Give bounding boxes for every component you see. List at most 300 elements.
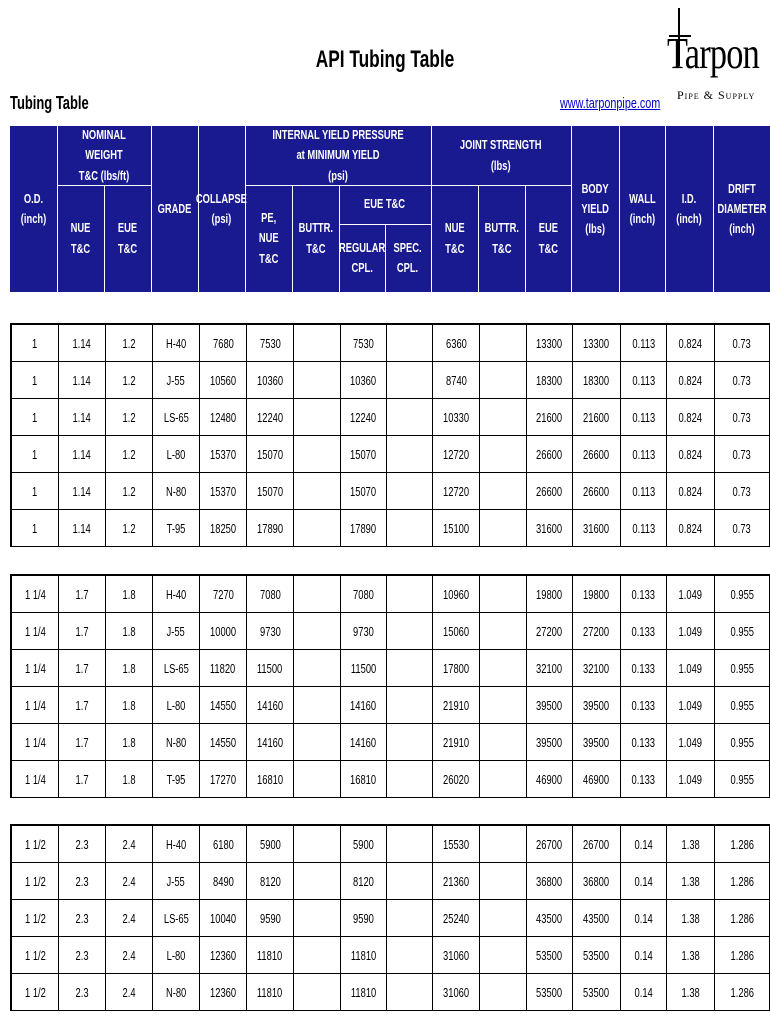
table-cell: 14550 — [200, 724, 247, 760]
table-cell: 26700 — [573, 826, 621, 862]
table-cell: 10960 — [433, 576, 480, 612]
table-cell: 7680 — [200, 325, 247, 361]
table-cell — [387, 974, 433, 1010]
table-cell: 13300 — [527, 325, 573, 361]
table-cell: 1.7 — [59, 687, 106, 723]
col-buttr-tc: BUTTR. T&C — [298, 220, 333, 256]
table-cell: LS-65 — [153, 900, 200, 936]
table-cell: J-55 — [153, 362, 200, 398]
table-cell: 19800 — [527, 576, 573, 612]
table-cell: 0.824 — [667, 325, 715, 361]
table-cell — [294, 436, 341, 472]
table-header — [10, 126, 770, 292]
col-eue-tc: EUE T&C — [117, 220, 138, 256]
table-cell: 0.824 — [667, 473, 715, 509]
table-cell: N-80 — [153, 473, 200, 509]
table-cell: 8490 — [200, 863, 247, 899]
table-cell — [387, 576, 433, 612]
table-cell: 1 1/2 — [12, 937, 59, 973]
table-cell: 1 — [12, 510, 59, 546]
table-cell: 9590 — [341, 900, 387, 936]
table-cell: 2.3 — [59, 937, 106, 973]
table-cell: 17890 — [341, 510, 387, 546]
table-cell: 16810 — [247, 761, 294, 797]
col-js-eue-tc: EUE T&C — [538, 220, 558, 256]
table-cell: 0.133 — [621, 576, 667, 612]
table-cell: 0.113 — [621, 362, 667, 398]
table-cell — [294, 613, 341, 649]
table-cell: 1.7 — [59, 650, 106, 686]
table-cell: 0.955 — [715, 724, 770, 760]
table-cell: 2.4 — [106, 863, 153, 899]
table-cell: 9730 — [247, 613, 294, 649]
table-cell — [294, 687, 341, 723]
table-cell: 27200 — [527, 613, 573, 649]
table-cell: 1.14 — [59, 436, 106, 472]
table-cell: 9590 — [247, 900, 294, 936]
col-id: I.D. (inch) — [676, 190, 702, 226]
table-cell: 14550 — [200, 687, 247, 723]
table-cell — [480, 900, 527, 936]
table-cell: L-80 — [153, 687, 200, 723]
table-row — [12, 325, 770, 362]
table-row — [12, 510, 770, 547]
table-row — [12, 761, 770, 798]
table-cell: 1 1/2 — [12, 900, 59, 936]
table-cell: 31060 — [433, 937, 480, 973]
table-cell — [480, 399, 527, 435]
table-cell — [387, 613, 433, 649]
table-cell: 2.3 — [59, 826, 106, 862]
col-wall: WALL (inch) — [628, 190, 656, 226]
table-cell: 1 1/4 — [12, 761, 59, 797]
table-cell: 32100 — [573, 650, 621, 686]
table-cell: 15070 — [247, 436, 294, 472]
table-cell — [294, 937, 341, 973]
table-cell: 1.286 — [715, 937, 770, 973]
table-cell: 12240 — [247, 399, 294, 435]
table-cell: 12360 — [200, 974, 247, 1010]
table-cell: 1.286 — [715, 974, 770, 1010]
table-cell: 15100 — [433, 510, 480, 546]
table-cell: 11500 — [341, 650, 387, 686]
table-cell: 0.133 — [621, 613, 667, 649]
table-cell: 53500 — [573, 974, 621, 1010]
table-cell: 7270 — [200, 576, 247, 612]
table-cell: 26020 — [433, 761, 480, 797]
table-cell: 18250 — [200, 510, 247, 546]
table-cell: 0.14 — [621, 826, 667, 862]
row-group — [10, 323, 770, 547]
table-cell: 1 — [12, 325, 59, 361]
table-row — [12, 687, 770, 724]
col-nue-tc: NUE T&C — [70, 220, 91, 256]
table-cell: 14160 — [247, 687, 294, 723]
table-cell — [387, 399, 433, 435]
table-cell: 1.2 — [106, 473, 153, 509]
table-cell: 1.7 — [59, 576, 106, 612]
table-cell — [294, 650, 341, 686]
table-cell — [387, 436, 433, 472]
col-pe-nue-tc: PE, NUE T&C — [258, 210, 279, 266]
table-cell: LS-65 — [153, 650, 200, 686]
table-cell: 0.824 — [667, 436, 715, 472]
table-cell — [294, 510, 341, 546]
table-cell: 27200 — [573, 613, 621, 649]
table-cell — [294, 826, 341, 862]
table-cell: 31060 — [433, 974, 480, 1010]
table-row — [12, 576, 770, 613]
table-cell: 9730 — [341, 613, 387, 649]
table-row — [12, 937, 770, 974]
table-cell — [387, 900, 433, 936]
table-cell: L-80 — [153, 436, 200, 472]
table-cell: 7080 — [247, 576, 294, 612]
table-cell: 2.4 — [106, 826, 153, 862]
table-cell: 53500 — [527, 937, 573, 973]
table-cell: 1.38 — [667, 937, 715, 973]
table-cell: 10560 — [200, 362, 247, 398]
col-spec-cpl: SPEC. CPL. — [393, 239, 423, 275]
table-row — [12, 974, 770, 1011]
table-cell: 18300 — [573, 362, 621, 398]
tarpon-logo — [665, 6, 765, 106]
table-cell: 1.2 — [106, 399, 153, 435]
table-cell — [387, 687, 433, 723]
table-cell: 1 1/4 — [12, 576, 59, 612]
table-cell: 21910 — [433, 687, 480, 723]
table-cell: 1.7 — [59, 724, 106, 760]
table-cell: 15530 — [433, 826, 480, 862]
col-js-nue-tc: NUE T&C — [444, 220, 465, 256]
table-cell — [480, 974, 527, 1010]
col-body-yield: BODY YIELD (lbs) — [581, 180, 609, 237]
table-cell: J-55 — [153, 863, 200, 899]
table-cell: 1.38 — [667, 863, 715, 899]
table-cell: 1.8 — [106, 724, 153, 760]
table-cell: 0.955 — [715, 650, 770, 686]
table-row — [12, 724, 770, 761]
col-drift: DRIFT DIAMETER (inch) — [717, 180, 766, 237]
table-cell — [294, 362, 341, 398]
table-cell: 0.113 — [621, 436, 667, 472]
table-cell: 11500 — [247, 650, 294, 686]
table-cell: 15070 — [341, 436, 387, 472]
table-cell: N-80 — [153, 724, 200, 760]
table-cell: 0.73 — [715, 325, 770, 361]
table-cell: 0.73 — [715, 473, 770, 509]
table-cell: 0.955 — [715, 613, 770, 649]
table-cell — [480, 826, 527, 862]
table-subtitle: Tubing Table — [10, 93, 89, 113]
table-cell: 0.113 — [621, 510, 667, 546]
table-cell: 1 1/2 — [12, 974, 59, 1010]
table-cell: 46900 — [527, 761, 573, 797]
table-cell: 11810 — [247, 937, 294, 973]
table-cell: 7080 — [341, 576, 387, 612]
table-cell: 2.3 — [59, 974, 106, 1010]
table-cell — [294, 473, 341, 509]
table-cell: T-95 — [153, 510, 200, 546]
table-cell — [294, 399, 341, 435]
table-cell — [387, 510, 433, 546]
col-joint-strength: JOINT STRENGTH (lbs) — [460, 137, 542, 173]
table-cell: 11810 — [247, 974, 294, 1010]
table-cell: 0.14 — [621, 863, 667, 899]
table-cell: 1.049 — [667, 761, 715, 797]
table-cell: 5900 — [341, 826, 387, 862]
table-cell — [480, 473, 527, 509]
table-cell: 1.049 — [667, 724, 715, 760]
col-internal-yield: INTERNAL YIELD PRESSURE at MINIMUM YIELD (psi) — [272, 127, 404, 183]
table-row — [12, 399, 770, 436]
table-cell: 39500 — [573, 724, 621, 760]
table-cell: J-55 — [153, 613, 200, 649]
table-cell: 1.8 — [106, 576, 153, 612]
table-cell: 53500 — [527, 974, 573, 1010]
table-cell — [387, 937, 433, 973]
table-cell: 10360 — [341, 362, 387, 398]
table-cell: 12240 — [341, 399, 387, 435]
table-cell: 39500 — [527, 687, 573, 723]
table-cell: 1 1/2 — [12, 863, 59, 899]
table-cell: 31600 — [527, 510, 573, 546]
table-cell: 26600 — [527, 473, 573, 509]
table-cell: 36800 — [573, 863, 621, 899]
table-cell: 0.824 — [667, 510, 715, 546]
table-row — [12, 436, 770, 473]
table-cell — [480, 613, 527, 649]
col-od: O.D. (inch) — [20, 190, 47, 226]
table-cell: 0.113 — [621, 325, 667, 361]
table-cell: 0.73 — [715, 362, 770, 398]
table-cell: 1.8 — [106, 761, 153, 797]
table-cell: 1.286 — [715, 863, 770, 899]
table-cell: H-40 — [153, 826, 200, 862]
table-cell: 17890 — [247, 510, 294, 546]
table-cell — [387, 724, 433, 760]
table-cell: 15070 — [247, 473, 294, 509]
page-title: API Tubing Table — [315, 46, 455, 73]
table-cell: 14160 — [341, 724, 387, 760]
table-cell: 1.2 — [106, 436, 153, 472]
table-cell: 0.14 — [621, 900, 667, 936]
logo-wordmark: Tarpon — [667, 29, 760, 78]
table-row — [12, 826, 770, 863]
table-cell: 26700 — [527, 826, 573, 862]
table-cell: 1.8 — [106, 650, 153, 686]
table-cell — [387, 863, 433, 899]
table-cell: 8120 — [247, 863, 294, 899]
table-cell: 1.2 — [106, 325, 153, 361]
table-cell: 1.049 — [667, 650, 715, 686]
table-cell: 10000 — [200, 613, 247, 649]
table-cell: 18300 — [527, 362, 573, 398]
col-eue-tc-group: EUE T&C — [364, 196, 406, 212]
table-cell: 1 — [12, 399, 59, 435]
table-cell — [387, 362, 433, 398]
table-cell: 14160 — [341, 687, 387, 723]
table-cell: 1.7 — [59, 613, 106, 649]
table-cell: 1.8 — [106, 687, 153, 723]
table-cell — [294, 900, 341, 936]
table-cell: 0.73 — [715, 399, 770, 435]
table-cell: 1 1/4 — [12, 724, 59, 760]
col-regular-cpl: REGULAR CPL. — [338, 239, 386, 275]
table-cell — [480, 650, 527, 686]
table-cell: 53500 — [573, 937, 621, 973]
table-cell: 21600 — [527, 399, 573, 435]
table-cell: 19800 — [573, 576, 621, 612]
table-cell: 8740 — [433, 362, 480, 398]
table-row — [12, 900, 770, 937]
table-cell: L-80 — [153, 937, 200, 973]
table-cell: 32100 — [527, 650, 573, 686]
table-cell: 10360 — [247, 362, 294, 398]
table-cell: 1 1/4 — [12, 687, 59, 723]
table-cell: 0.14 — [621, 974, 667, 1010]
table-cell: 1.286 — [715, 826, 770, 862]
table-cell: 14160 — [247, 724, 294, 760]
table-cell: 7530 — [341, 325, 387, 361]
col-grade: GRADE — [157, 200, 192, 216]
table-cell: 15370 — [200, 436, 247, 472]
table-cell: 1.14 — [59, 362, 106, 398]
col-nominal-weight: NOMINAL WEIGHT T&C (lbs/ft) — [78, 127, 130, 183]
table-cell — [294, 863, 341, 899]
table-cell: 0.955 — [715, 687, 770, 723]
table-cell: 1.14 — [59, 510, 106, 546]
table-cell: 36800 — [527, 863, 573, 899]
table-cell — [480, 436, 527, 472]
table-cell: 1.2 — [106, 362, 153, 398]
table-row — [12, 473, 770, 510]
table-row — [12, 362, 770, 399]
table-cell — [480, 510, 527, 546]
table-cell: 6180 — [200, 826, 247, 862]
table-cell: 8120 — [341, 863, 387, 899]
table-row — [12, 863, 770, 900]
table-cell: LS-65 — [153, 399, 200, 435]
table-cell: 0.824 — [667, 399, 715, 435]
table-cell: 1.049 — [667, 687, 715, 723]
table-cell: 1 1/4 — [12, 650, 59, 686]
table-cell: 10330 — [433, 399, 480, 435]
table-cell: 2.4 — [106, 900, 153, 936]
table-cell: 21360 — [433, 863, 480, 899]
table-cell: 0.113 — [621, 399, 667, 435]
table-row — [12, 650, 770, 687]
table-cell: 15070 — [341, 473, 387, 509]
table-cell: 2.3 — [59, 900, 106, 936]
table-cell — [480, 576, 527, 612]
table-cell: 1.049 — [667, 613, 715, 649]
table-cell: 1 — [12, 436, 59, 472]
table-cell: 1.38 — [667, 900, 715, 936]
table-cell: 39500 — [527, 724, 573, 760]
table-cell: 46900 — [573, 761, 621, 797]
table-cell: 1 — [12, 473, 59, 509]
logo-tagline: Pipe & Supply — [677, 88, 756, 102]
table-cell: 16810 — [341, 761, 387, 797]
table-cell: 39500 — [573, 687, 621, 723]
table-cell: 0.133 — [621, 650, 667, 686]
table-cell: 11820 — [200, 650, 247, 686]
table-cell — [387, 761, 433, 797]
table-cell — [480, 687, 527, 723]
table-cell — [294, 325, 341, 361]
table-cell: 25240 — [433, 900, 480, 936]
table-cell: 2.3 — [59, 863, 106, 899]
table-cell: 1.14 — [59, 325, 106, 361]
table-cell: H-40 — [153, 325, 200, 361]
table-cell: 43500 — [527, 900, 573, 936]
table-cell — [294, 724, 341, 760]
table-cell: 1.38 — [667, 826, 715, 862]
table-cell: T-95 — [153, 761, 200, 797]
table-cell: 26600 — [527, 436, 573, 472]
table-cell: 0.133 — [621, 761, 667, 797]
table-cell: 1.7 — [59, 761, 106, 797]
table-cell: 0.14 — [621, 937, 667, 973]
table-cell: 1.2 — [106, 510, 153, 546]
col-collapse: COLLAPSE (psi) — [196, 190, 247, 226]
table-cell: 1.14 — [59, 399, 106, 435]
table-cell: 0.73 — [715, 436, 770, 472]
table-cell: 10040 — [200, 900, 247, 936]
table-cell: 0.133 — [621, 687, 667, 723]
table-cell: 0.955 — [715, 576, 770, 612]
table-cell: N-80 — [153, 974, 200, 1010]
col-js-buttr-tc: BUTTR. T&C — [484, 220, 519, 256]
table-cell: 0.133 — [621, 724, 667, 760]
table-cell: 11810 — [341, 937, 387, 973]
table-cell: 12360 — [200, 937, 247, 973]
table-cell: 15370 — [200, 473, 247, 509]
table-cell: 12720 — [433, 473, 480, 509]
table-cell: 0.73 — [715, 510, 770, 546]
table-cell: 2.4 — [106, 937, 153, 973]
table-cell: 15060 — [433, 613, 480, 649]
table-cell: 0.113 — [621, 473, 667, 509]
table-cell: 21600 — [573, 399, 621, 435]
table-cell: H-40 — [153, 576, 200, 612]
table-cell: 1 1/4 — [12, 613, 59, 649]
table-cell — [294, 761, 341, 797]
table-cell: 43500 — [573, 900, 621, 936]
website-link[interactable]: www.tarponpipe.com — [559, 95, 660, 112]
table-cell — [387, 826, 433, 862]
table-cell — [480, 863, 527, 899]
table-cell — [480, 937, 527, 973]
table-cell: 1.38 — [667, 974, 715, 1010]
table-cell — [294, 576, 341, 612]
table-cell: 1.286 — [715, 900, 770, 936]
table-cell: 1.049 — [667, 576, 715, 612]
table-cell: 2.4 — [106, 974, 153, 1010]
row-group — [10, 824, 770, 1011]
table-cell — [480, 362, 527, 398]
table-cell — [387, 473, 433, 509]
table-cell: 7530 — [247, 325, 294, 361]
table-cell: 17800 — [433, 650, 480, 686]
table-cell: 26600 — [573, 473, 621, 509]
table-cell: 1 1/2 — [12, 826, 59, 862]
table-cell: 6360 — [433, 325, 480, 361]
table-cell: 31600 — [573, 510, 621, 546]
table-cell: 21910 — [433, 724, 480, 760]
table-cell: 0.824 — [667, 362, 715, 398]
